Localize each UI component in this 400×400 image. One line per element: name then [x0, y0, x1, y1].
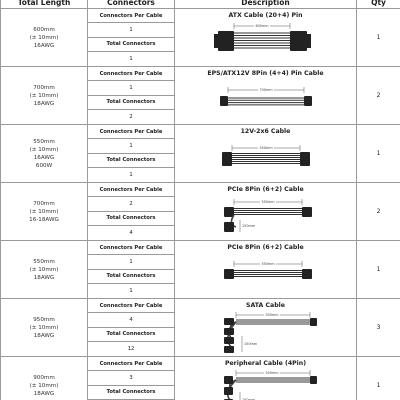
total-connectors-label: Total Connectors	[88, 270, 174, 284]
connectors-cell	[88, 357, 175, 400]
length-tolerance: (± 10mm)	[29, 92, 59, 99]
table-row	[1, 357, 400, 400]
per-cable-label: Connectors Per Cable	[88, 67, 174, 81]
length-cell	[1, 9, 88, 67]
per-cable-label: Connectors Per Cable	[88, 299, 174, 313]
connectors-cell	[88, 125, 175, 183]
total-connectors-label: Total Connectors	[88, 386, 174, 400]
description-cell	[175, 299, 357, 357]
dimension-label: 150mm	[243, 342, 257, 346]
cable-title: SATA Cable	[246, 302, 285, 309]
total-connectors-label: Total Connectors	[88, 154, 174, 168]
dimension-label: 550mm	[260, 200, 275, 204]
length-value: 950mm	[33, 316, 55, 323]
dimension-label: 550mm	[258, 146, 273, 150]
total-connectors-value: 1	[129, 171, 133, 178]
cable-title: Peripheral Cable (4Pin)	[224, 360, 307, 367]
pcie-single-cable-drawing	[206, 252, 326, 292]
table-header-row	[1, 0, 400, 9]
length-cell	[1, 299, 88, 357]
qty-cell: 1	[357, 357, 400, 400]
per-cable-label: Connectors Per Cable	[88, 357, 174, 371]
length-cell	[1, 183, 88, 241]
total-connectors-label: Total Connectors	[88, 328, 174, 342]
per-cable-label: Connectors Per Cable	[88, 125, 174, 139]
wire-gauge: 18AWG	[33, 390, 55, 397]
dimension-label: 150mm	[241, 398, 255, 400]
qty-cell: 1	[357, 125, 400, 183]
description-cell	[175, 183, 357, 241]
length-tolerance: (± 10mm)	[29, 266, 59, 273]
cable-title: ATX Cable (20+4) Pin	[228, 12, 303, 19]
cable-title: EPS/ATX12V 8Pin (4+4) Pin Cable	[207, 70, 324, 77]
per-cable-label: Connectors Per Cable	[88, 183, 174, 197]
length-tolerance: (± 10mm)	[29, 382, 59, 389]
qty-cell: 1	[357, 241, 400, 299]
pcie-split-cable-drawing	[206, 194, 326, 234]
per-cable-value: 1	[88, 255, 174, 269]
wire-gauge: 16-18AWG	[29, 216, 59, 223]
header-total-length: Total Length	[1, 0, 88, 9]
dimension-label: 600mm	[254, 24, 269, 28]
description-cell	[175, 241, 357, 299]
description-cell	[175, 125, 357, 183]
cable-title: PCIe 8Pin (6+2) Cable	[227, 244, 304, 251]
12v-2x6-cable-drawing	[206, 136, 326, 176]
table-row	[1, 183, 400, 241]
per-cable-value: 1	[88, 81, 174, 95]
length-cell	[1, 241, 88, 299]
total-connectors-label: Total Connectors	[88, 96, 174, 110]
dimension-label: 500mm	[264, 371, 279, 375]
description-cell	[175, 357, 357, 400]
table-row	[1, 9, 400, 67]
eps-cable-drawing	[206, 78, 326, 118]
dimension-label: 150mm	[241, 224, 255, 228]
total-connectors-value: 1	[129, 287, 133, 294]
length-value: 600mm	[33, 26, 55, 33]
qty-cell: 3	[357, 299, 400, 357]
dimension-label: 700mm	[258, 88, 273, 92]
connectors-cell	[88, 299, 175, 357]
per-cable-value: 1	[88, 23, 174, 37]
length-cell	[1, 357, 88, 400]
length-value: 700mm	[33, 84, 55, 91]
table-row	[1, 299, 400, 357]
total-connectors-label: Total Connectors	[88, 212, 174, 226]
per-cable-label: Connectors Per Cable	[88, 9, 174, 23]
connectors-cell	[88, 183, 175, 241]
qty-cell: 2	[357, 183, 400, 241]
atx-cable-drawing	[206, 20, 326, 60]
length-value: 550mm	[33, 138, 55, 145]
length-tolerance: (± 10mm)	[29, 34, 59, 41]
power-rating: 600W	[35, 162, 53, 169]
wire-gauge: 18AWG	[33, 100, 55, 107]
length-cell	[1, 67, 88, 125]
wire-gauge: 16AWG	[33, 154, 55, 161]
connectors-cell	[88, 9, 175, 67]
sata-cable-drawing	[206, 310, 326, 354]
length-cell	[1, 125, 88, 183]
length-value: 550mm	[33, 258, 55, 265]
wire-gauge: 18AWG	[33, 274, 55, 281]
length-value: 900mm	[33, 374, 55, 381]
qty-cell: 2	[357, 67, 400, 125]
total-connectors-label: Total Connectors	[88, 38, 174, 52]
table-row	[1, 67, 400, 125]
length-tolerance: (± 10mm)	[29, 146, 59, 153]
dimension-label: 550mm	[260, 262, 275, 266]
total-connectors-value: 4	[129, 229, 133, 236]
connectors-cell	[88, 241, 175, 299]
table-row	[1, 241, 400, 299]
per-cable-label: Connectors Per Cable	[88, 241, 174, 255]
cable-title: 12V-2x6 Cable	[240, 128, 291, 135]
wire-gauge: 16AWG	[33, 42, 55, 49]
table-row	[1, 125, 400, 183]
header-description: Description	[175, 0, 357, 9]
total-connectors-value: 1	[129, 55, 133, 62]
description-cell	[175, 67, 357, 125]
header-connectors: Connectors	[88, 0, 175, 9]
peripheral-cable-drawing	[206, 368, 326, 400]
per-cable-value: 1	[88, 139, 174, 153]
length-tolerance: (± 10mm)	[29, 208, 59, 215]
per-cable-value: 4	[88, 313, 174, 327]
per-cable-value: 3	[88, 371, 174, 385]
header-qty: Qty	[357, 0, 400, 9]
length-value: 700mm	[33, 200, 55, 207]
total-connectors-value: 12	[127, 345, 135, 352]
cable-title: PCIe 8Pin (6+2) Cable	[227, 186, 304, 193]
total-connectors-value: 2	[129, 113, 133, 120]
connectors-cell	[88, 67, 175, 125]
wire-gauge: 18AWG	[33, 332, 55, 339]
qty-cell: 1	[357, 9, 400, 67]
dimension-label: 500mm	[264, 313, 279, 317]
description-cell	[175, 9, 357, 67]
per-cable-value: 2	[88, 197, 174, 211]
length-tolerance: (± 10mm)	[29, 324, 59, 331]
